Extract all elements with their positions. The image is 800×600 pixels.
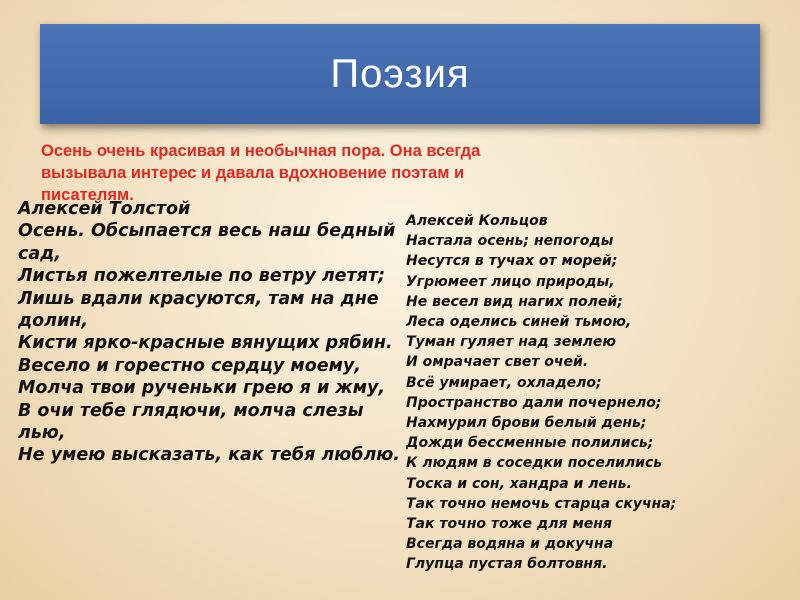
poem-line: Угрюмеет лицо природы, <box>406 273 615 290</box>
poem-line: Лишь вдали красуются, там на дне долин, <box>18 288 379 332</box>
poem-line: Туман гуляет над землею <box>406 334 617 351</box>
poem-line: Пространство дали почернело; <box>406 394 662 411</box>
poem-line: Всё умирает, охладело; <box>406 374 602 391</box>
poem-line: Нахмурил брови белый день; <box>406 415 647 432</box>
poem-author: Алексей Кольцов <box>406 213 548 229</box>
poem-line: Так точно немочь старца скучна; <box>406 495 677 512</box>
poem-line: Всегда водяна и докучна <box>406 536 614 553</box>
poem-line: В очи тебе глядючи, молча слезы лью, <box>18 400 364 444</box>
poem-line: И омрачает свет очей. <box>406 354 589 371</box>
poem-line: Так точно тоже для меня <box>406 516 612 533</box>
poem-line: К людям в соседки поселились <box>406 455 663 472</box>
poem-line: Глупца пустая болтовня. <box>406 556 608 573</box>
poem-line: Настала осень; непогоды <box>406 233 614 250</box>
poem-line: Дожди бессменные полились; <box>406 435 654 452</box>
poem-line: Не весел вид нагих полей; <box>406 293 623 310</box>
poem-line: Весело и горестно сердцу моему, <box>18 355 361 376</box>
poem-line: Тоска и сон, хандра и лень. <box>406 475 632 492</box>
poem-line: Осень. Обсыпается весь наш бедный сад, <box>18 221 396 264</box>
intro-text: Осень очень красивая и необычная пора. Она всегда вызывала интерес и давала вдохновение поэтам и писателям. <box>41 142 481 204</box>
slide-title-bar <box>40 24 760 124</box>
poem-line: Не умею высказать, как тебя люблю. <box>18 445 400 466</box>
poem-line: Кисти ярко-красные вянущих рябин. <box>18 333 393 354</box>
poem-line: Листья пожелтелые по ветру летят; <box>18 266 386 287</box>
poem-line: Молча твои рученьки грею я и жму, <box>18 378 386 399</box>
poem-line: Несутся в тучах от морей; <box>406 253 618 270</box>
slide-title: Поэзия <box>330 51 470 96</box>
poem-line: Леса оделись синей тьмою, <box>406 314 632 331</box>
poem-author: Алексей Толстой <box>18 199 191 219</box>
poem-koltsov <box>406 211 736 575</box>
poem-tolstoy <box>18 198 403 467</box>
